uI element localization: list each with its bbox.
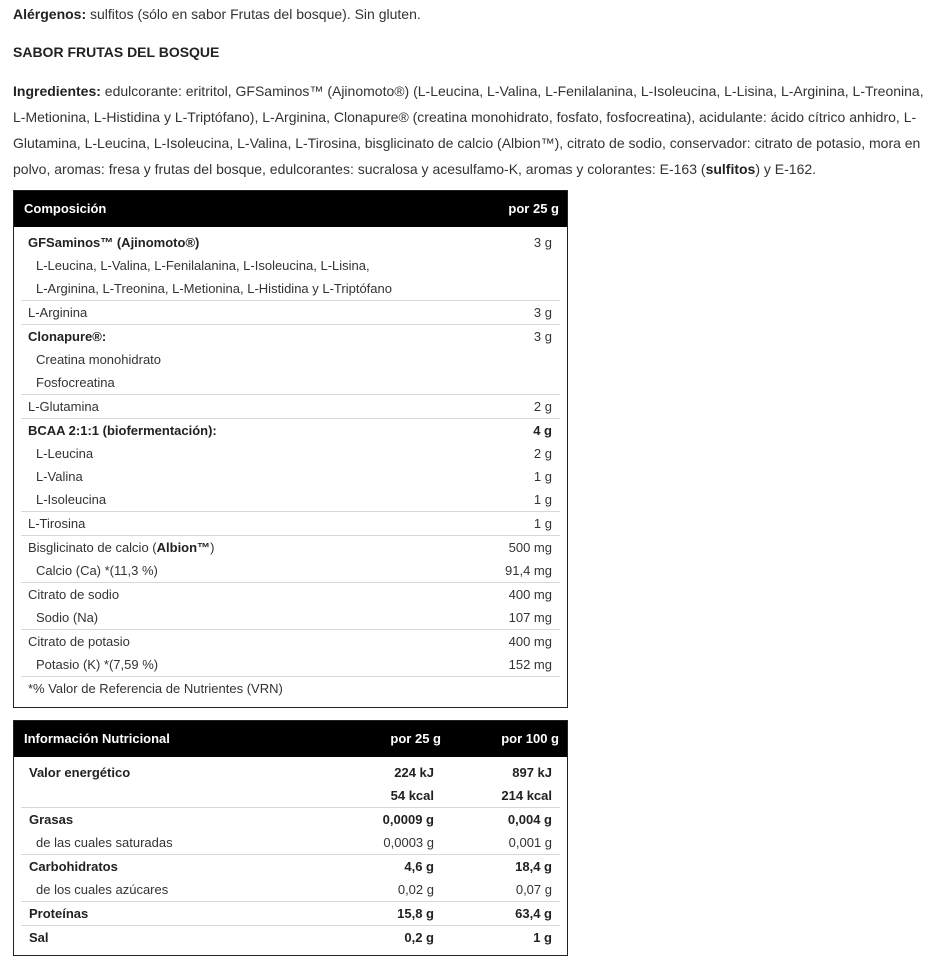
composition-row bbox=[21, 442, 560, 465]
nutrition-row-label: Proteínas bbox=[29, 906, 89, 921]
composition-table-header bbox=[14, 191, 567, 227]
composition-row-value: 3 g bbox=[533, 235, 552, 250]
nutrition-section bbox=[21, 808, 560, 855]
composition-row-label: L-Arginina, L-Treonina, L-Metionina, L-Histidina y L-Triptófano bbox=[36, 281, 392, 296]
composition-section bbox=[21, 677, 560, 700]
composition-row bbox=[21, 488, 560, 511]
allergens-text: sulfitos (sólo en sabor Frutas del bosque). Sin gluten. bbox=[86, 6, 421, 22]
composition-row bbox=[21, 325, 560, 348]
nutrition-header-per25: por 25 g bbox=[390, 731, 441, 746]
nutrition-header-label: Información Nutricional bbox=[24, 731, 170, 746]
allergens-label: Alérgenos: bbox=[13, 6, 87, 22]
composition-table-body bbox=[14, 227, 567, 700]
composition-row-value: 400 mg bbox=[508, 634, 552, 649]
nutrition-row-per25: 15,8 g bbox=[397, 906, 434, 921]
composition-row bbox=[21, 419, 560, 442]
nutrition-row-label: Carbohidratos bbox=[29, 859, 118, 874]
nutrition-row-per100: 0,07 g bbox=[515, 882, 552, 897]
composition-header-column: por 25 g bbox=[508, 201, 559, 216]
composition-section bbox=[21, 419, 560, 512]
nutrition-row-label: Sal bbox=[29, 930, 49, 945]
composition-row bbox=[21, 301, 560, 324]
nutrition-row-per100: 1 g bbox=[533, 930, 552, 945]
composition-row bbox=[21, 536, 560, 559]
nutrition-row-per25: 0,02 g bbox=[397, 882, 434, 897]
composition-row-value: 500 mg bbox=[508, 540, 552, 555]
nutrition-section bbox=[21, 902, 560, 926]
nutrition-row-per100: 214 kcal bbox=[501, 788, 552, 803]
composition-row bbox=[21, 395, 560, 418]
composition-row-label: Clonapure®: bbox=[28, 329, 107, 344]
composition-row-value: 4 g bbox=[533, 423, 552, 438]
ingredients-text-end: ) y E-162. bbox=[755, 161, 817, 177]
composition-row-label: Bisglicinato de calcio (Albion™) bbox=[28, 540, 215, 555]
composition-row-label: Citrato de sodio bbox=[28, 587, 120, 602]
composition-row bbox=[21, 606, 560, 629]
nutrition-row-per100: 18,4 g bbox=[515, 859, 552, 874]
nutrition-row-per25: 0,2 g bbox=[404, 930, 434, 945]
nutrition-section bbox=[21, 855, 560, 902]
composition-row-label: Fosfocreatina bbox=[36, 375, 115, 390]
composition-row bbox=[21, 583, 560, 606]
composition-row-value: 2 g bbox=[533, 446, 552, 461]
composition-row-label: Calcio (Ca) *(11,3 %) bbox=[36, 563, 158, 578]
nutrition-row-per25: 54 kcal bbox=[390, 788, 434, 803]
nutrition-row bbox=[21, 926, 560, 949]
composition-row bbox=[21, 677, 560, 700]
composition-header-label: Composición bbox=[24, 201, 107, 216]
composition-section bbox=[21, 630, 560, 677]
ingredients-label: Ingredientes: bbox=[13, 83, 101, 99]
composition-row-value: 152 mg bbox=[508, 657, 552, 672]
composition-row bbox=[21, 559, 560, 582]
ingredients-allergen: sulfitos bbox=[705, 161, 756, 177]
composition-section bbox=[21, 395, 560, 419]
composition-section bbox=[21, 583, 560, 630]
nutrition-row-per100: 63,4 g bbox=[515, 906, 552, 921]
composition-row-label: L-Leucina bbox=[36, 446, 94, 461]
nutrition-section bbox=[21, 926, 560, 949]
nutrition-row-per25: 4,6 g bbox=[404, 859, 434, 874]
composition-row-value: 91,4 mg bbox=[505, 563, 552, 578]
composition-row-label: *% Valor de Referencia de Nutrientes (VRN) bbox=[28, 681, 283, 696]
nutrition-table bbox=[13, 720, 568, 956]
composition-row-value: 3 g bbox=[533, 305, 552, 320]
nutrition-row bbox=[21, 808, 560, 831]
composition-row-label: Potasio (K) *(7,59 %) bbox=[36, 657, 159, 672]
composition-row bbox=[21, 653, 560, 676]
composition-row-value: 1 g bbox=[533, 469, 552, 484]
nutrition-row bbox=[21, 784, 560, 807]
nutrition-table-body bbox=[14, 757, 567, 949]
composition-row-value: 1 g bbox=[533, 516, 552, 531]
nutrition-row bbox=[21, 831, 560, 854]
composition-row bbox=[21, 254, 560, 277]
nutrition-row-label: Valor energético bbox=[29, 765, 131, 780]
nutrition-row-per100: 0,001 g bbox=[508, 835, 552, 850]
composition-row bbox=[21, 231, 560, 254]
composition-row-label: L-Isoleucina bbox=[36, 492, 107, 507]
composition-row-value: 2 g bbox=[533, 399, 552, 414]
composition-row-label: GFSaminos™ (Ajinomoto®) bbox=[28, 235, 200, 250]
composition-row-label: BCAA 2:1:1 (biofermentación): bbox=[28, 423, 217, 438]
nutrition-row-per100: 0,004 g bbox=[507, 812, 552, 827]
composition-section bbox=[21, 301, 560, 325]
nutrition-row bbox=[21, 761, 560, 784]
composition-row-label: L-Valina bbox=[36, 469, 83, 484]
composition-section bbox=[21, 512, 560, 536]
ingredients-paragraph bbox=[13, 78, 938, 182]
composition-row-value: 400 mg bbox=[508, 587, 552, 602]
nutrition-row-per100: 897 kJ bbox=[512, 765, 552, 780]
composition-section bbox=[21, 536, 560, 583]
composition-table bbox=[13, 190, 568, 708]
composition-row bbox=[21, 371, 560, 394]
nutrition-header-per100: por 100 g bbox=[501, 731, 559, 746]
composition-row-value: 3 g bbox=[533, 329, 552, 344]
nutrition-row-label: de los cuales azúcares bbox=[36, 882, 169, 897]
composition-row bbox=[21, 630, 560, 653]
composition-row-label: L-Leucina, L-Valina, L-Fenilalanina, L-Isoleucina, L-Lisina, bbox=[36, 258, 370, 273]
flavor-title: SABOR FRUTAS DEL BOSQUE bbox=[13, 44, 220, 60]
nutrition-row bbox=[21, 878, 560, 901]
composition-row bbox=[21, 512, 560, 535]
nutrition-row-label: de las cuales saturadas bbox=[36, 835, 173, 850]
nutrition-row-label: Grasas bbox=[29, 812, 74, 827]
nutrition-row-per25: 0,0009 g bbox=[382, 812, 434, 827]
nutrition-row bbox=[21, 855, 560, 878]
composition-row-value: 107 mg bbox=[508, 610, 552, 625]
nutrition-row-per25: 0,0003 g bbox=[383, 835, 434, 850]
nutrition-row-per25: 224 kJ bbox=[394, 765, 434, 780]
nutrition-row bbox=[21, 902, 560, 925]
composition-section bbox=[21, 325, 560, 395]
composition-row-value: 1 g bbox=[533, 492, 552, 507]
ingredients-text: edulcorante: eritritol, GFSaminos™ (Ajinomoto®) (L-Leucina, L-Valina, L-Fenilalanina, L-Isoleucina, L-Lisina, L-Arginina, L-Treonina, L-Metionina, L-Histidina y L-Triptófano), L-Arginina, Clonapure® (creatina monohidrato, fosfato, fosfocreatina), acidulante: ácido cítrico anhidro, L-Glutamina, L-Leucina, L-Isoleucina, L-Valina, L-Tirosina, bisglicinato de calcio (Albion™), citrato de sodio, conservador: citrato de potasio, mora en polvo, aromas: fresa y frutas del bosque, edulcorantes: sucralosa y acesulfamo-K, aromas y colorantes: E-163 ( bbox=[13, 83, 924, 177]
composition-row-label: L-Arginina bbox=[28, 305, 88, 320]
allergens-line bbox=[13, 4, 421, 24]
composition-row bbox=[21, 277, 560, 300]
composition-row bbox=[21, 465, 560, 488]
composition-row bbox=[21, 348, 560, 371]
composition-row-label: Creatina monohidrato bbox=[36, 352, 162, 367]
composition-row-label: Citrato de potasio bbox=[28, 634, 130, 649]
composition-row-label: L-Glutamina bbox=[28, 399, 99, 414]
nutrition-section bbox=[21, 761, 560, 808]
composition-row-label: L-Tirosina bbox=[28, 516, 86, 531]
nutrition-table-header bbox=[14, 721, 567, 757]
composition-section bbox=[21, 231, 560, 301]
composition-row-label: Sodio (Na) bbox=[36, 610, 99, 625]
